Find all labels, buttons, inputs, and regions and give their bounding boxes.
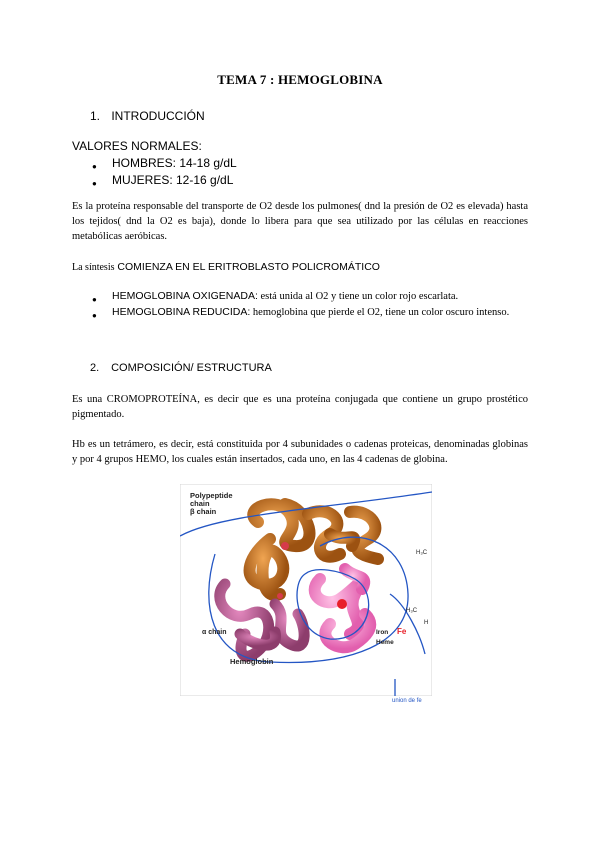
label-iron: Iron — [376, 629, 389, 636]
hemoglobin-types-list — [92, 289, 528, 320]
sintesis-rest: COMIENZA EN EL ERITROBLASTO POLICROMÁTICO — [114, 261, 380, 273]
heme-group — [337, 599, 347, 609]
type-name: HEMOGLOBINA OXIGENADA: — [112, 290, 258, 302]
label-polypeptide: Polypeptide — [190, 491, 233, 500]
label-beta-chain: β chain — [190, 507, 217, 516]
list-item — [92, 305, 528, 320]
label-hemoglobin: Hemoglobin — [230, 657, 274, 666]
paragraph-definition: Es la proteína responsable del transporte de O2 desde los pulmones( dnd la presión de O2 es elevada) hasta los tejidos( dnd la O2 es baja), donde lo libera para que sea utilizado por las células en reacciones metabólicas aeróbicas. — [72, 201, 528, 242]
label-heme: Heme — [376, 639, 394, 646]
type-name: HEMOGLOBINA REDUCIDA: — [112, 306, 251, 318]
label-chain: chain — [190, 499, 210, 508]
hemoglobin-figure — [180, 484, 432, 696]
list-item: ● MUJERES: 12-16 g/dL — [92, 172, 237, 189]
label-h3c-bottom: H₃C — [406, 608, 418, 614]
type-desc: hemoglobina que pierde el O2, tiene un color oscuro intenso. — [250, 307, 510, 318]
list-item: ● HOMBRES: 14-18 g/dL — [92, 155, 237, 172]
section-heading-text: COMPOSICIÓN/ ESTRUCTURA — [111, 362, 272, 374]
page-title: TEMA 7 : HEMOGLOBINA — [217, 72, 383, 87]
heme-group — [277, 593, 283, 599]
section-heading-text: INTRODUCCIÓN — [111, 109, 205, 123]
section-heading-introduccion — [90, 109, 205, 123]
label-fe: Fe — [397, 627, 407, 636]
label-alpha-chain: α chain — [202, 629, 227, 636]
type-desc: está unida al O2 y tiene un color rojo escarlata. — [257, 291, 459, 302]
section-number: 1. — [90, 109, 101, 123]
paragraph-tetramero: Hb es un tetrámero, es decir, está constituida por 4 subunidades o cadenas proteicas, denominadas globinas y por 4 grupos HEMO, los cuales están insertados, cada uno, en las 4 cadenas de globina. — [72, 439, 528, 465]
paragraph-sintesis — [72, 260, 528, 275]
section-number: 2. — [90, 362, 100, 374]
sintesis-lead: La síntesis — [72, 262, 115, 273]
valores-heading: VALORES NORMALES: — [72, 139, 202, 153]
section-heading-composicion — [90, 362, 272, 374]
list-item — [92, 289, 528, 304]
valores-list — [92, 155, 237, 189]
label-h: H — [424, 620, 429, 626]
handwritten-note: union de fe — [392, 698, 422, 704]
heme-group — [281, 542, 289, 550]
label-h3c-top: H₃C — [416, 550, 428, 556]
hemoglobin-illustration — [180, 484, 432, 696]
paragraph-cromoproteina: Es una CROMOPROTEÍNA, es decir que es una proteína conjugada que contiene un grupo prostético pigmentado. — [72, 394, 528, 420]
